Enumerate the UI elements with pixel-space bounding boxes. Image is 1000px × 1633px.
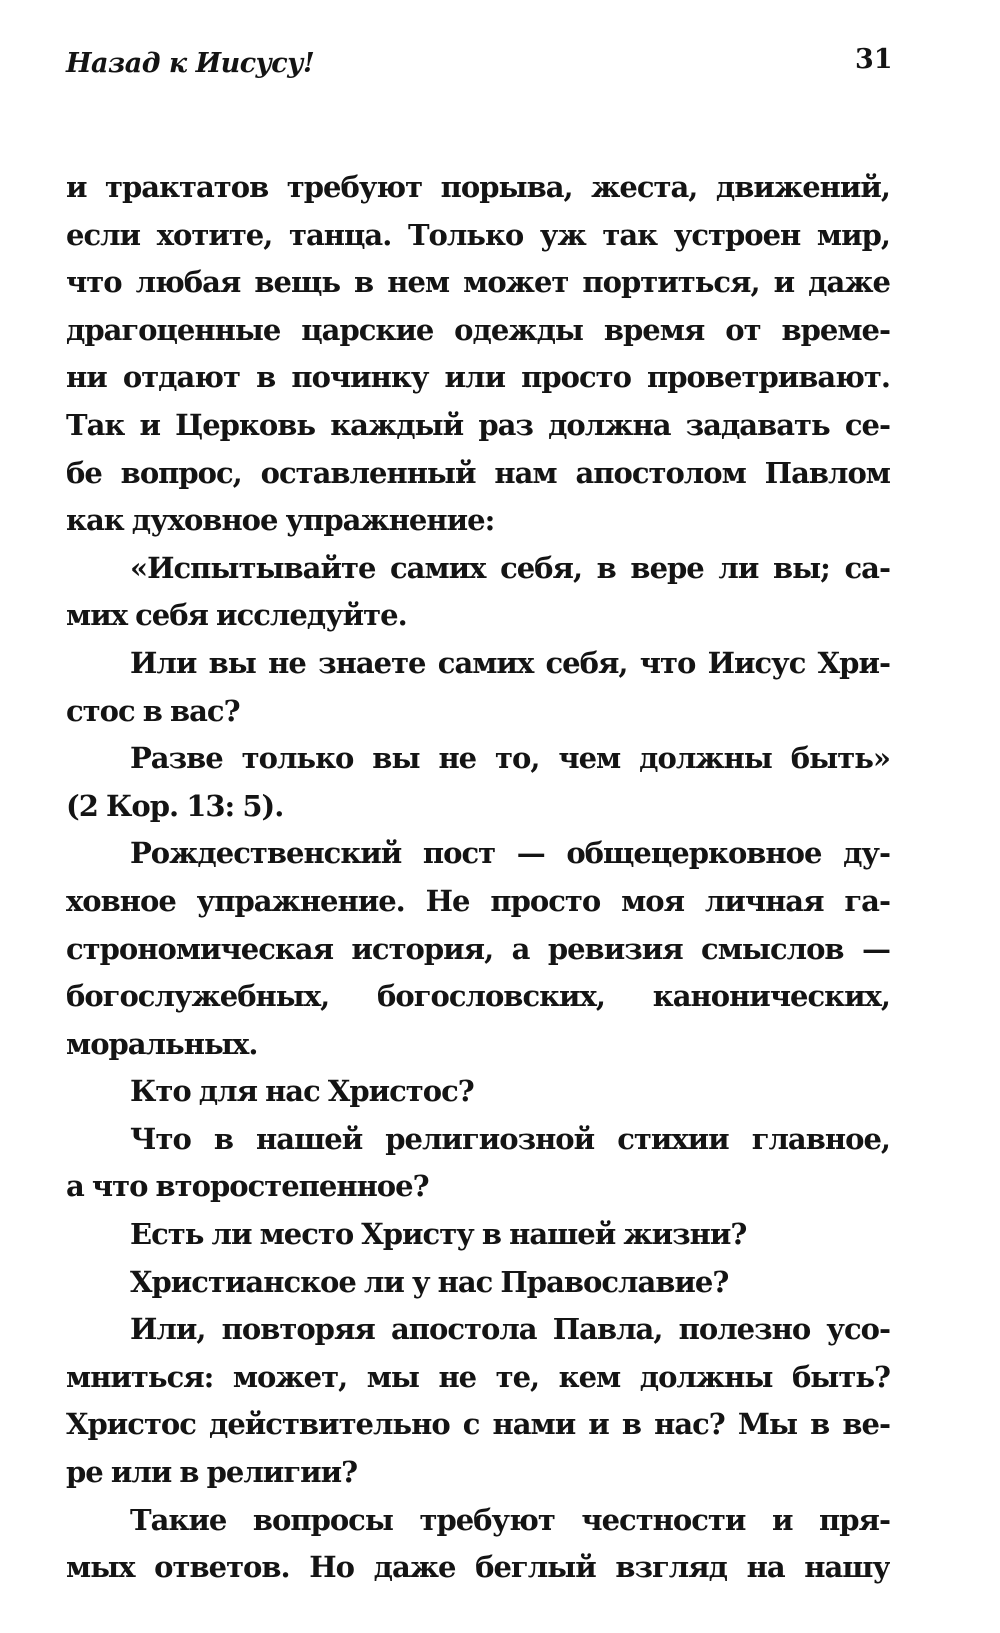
text-line: и трактатов требуют порыва, жеста, движений, (66, 170, 890, 204)
text-line: Христос действительно с нами и в нас? Мы в ве- (66, 1407, 890, 1442)
page-number: 31 (855, 44, 893, 75)
text-line: если хотите, танца. Только уж так устроен мир, (66, 217, 890, 252)
text-line: как духовное упражнение: (66, 503, 495, 538)
text-line: строномическая история, а ревизия смыслов — (66, 931, 890, 966)
body-text (66, 164, 890, 1592)
text-line: «Испытывайте самих себя, в вере ли вы; са- (130, 550, 890, 585)
text-line: Рождественский пост — общецерковное ду- (130, 836, 890, 871)
text-line: Кто для нас Христос? (130, 1074, 474, 1109)
text-line: ни отдают в починку или просто проветривают. (66, 360, 890, 395)
text-line: Что в нашей религиозной стихии главное, (130, 1121, 890, 1156)
text-line: ховное упражнение. Не просто моя личная га- (66, 883, 890, 918)
text-line: что любая вещь в нем может портиться, и даже (66, 265, 890, 300)
text-line: бе вопрос, оставленный нам апостолом Павлом (66, 455, 890, 490)
text-line: мих себя исследуйте. (66, 598, 407, 633)
text-line: богослужебных, богословских, канонических, (66, 979, 890, 1014)
text-line: мых ответов. Но даже беглый взгляд на нашу (66, 1550, 890, 1585)
text-line: моральных. (66, 1026, 258, 1061)
text-line: Такие вопросы требуют честности и пря- (130, 1502, 890, 1537)
text-line: а что второстепенное? (66, 1169, 429, 1204)
text-line: Христианское ли у нас Православие? (130, 1264, 729, 1299)
text-line: драгоценные царские одежды время от време- (66, 312, 890, 347)
text-line: мниться: может, мы не те, кем должны быть? (66, 1359, 890, 1394)
text-line: Или, повторяя апостола Павла, полезно усо- (130, 1312, 890, 1347)
text-line: Есть ли место Христу в нашей жизни? (130, 1217, 747, 1252)
text-line: (2 Кор. 13: 5). (66, 788, 284, 823)
text-line: стос в вас? (66, 693, 240, 728)
text-line: Так и Церковь каждый раз должна задавать се- (66, 407, 890, 442)
text-line: Или вы не знаете самих себя, что Иисус Хри- (130, 645, 890, 680)
text-line: Разве только вы не то, чем должны быть» (130, 741, 890, 776)
running-title: Назад к Иисусу! (66, 48, 315, 79)
text-line: ре или в религии? (66, 1455, 358, 1490)
